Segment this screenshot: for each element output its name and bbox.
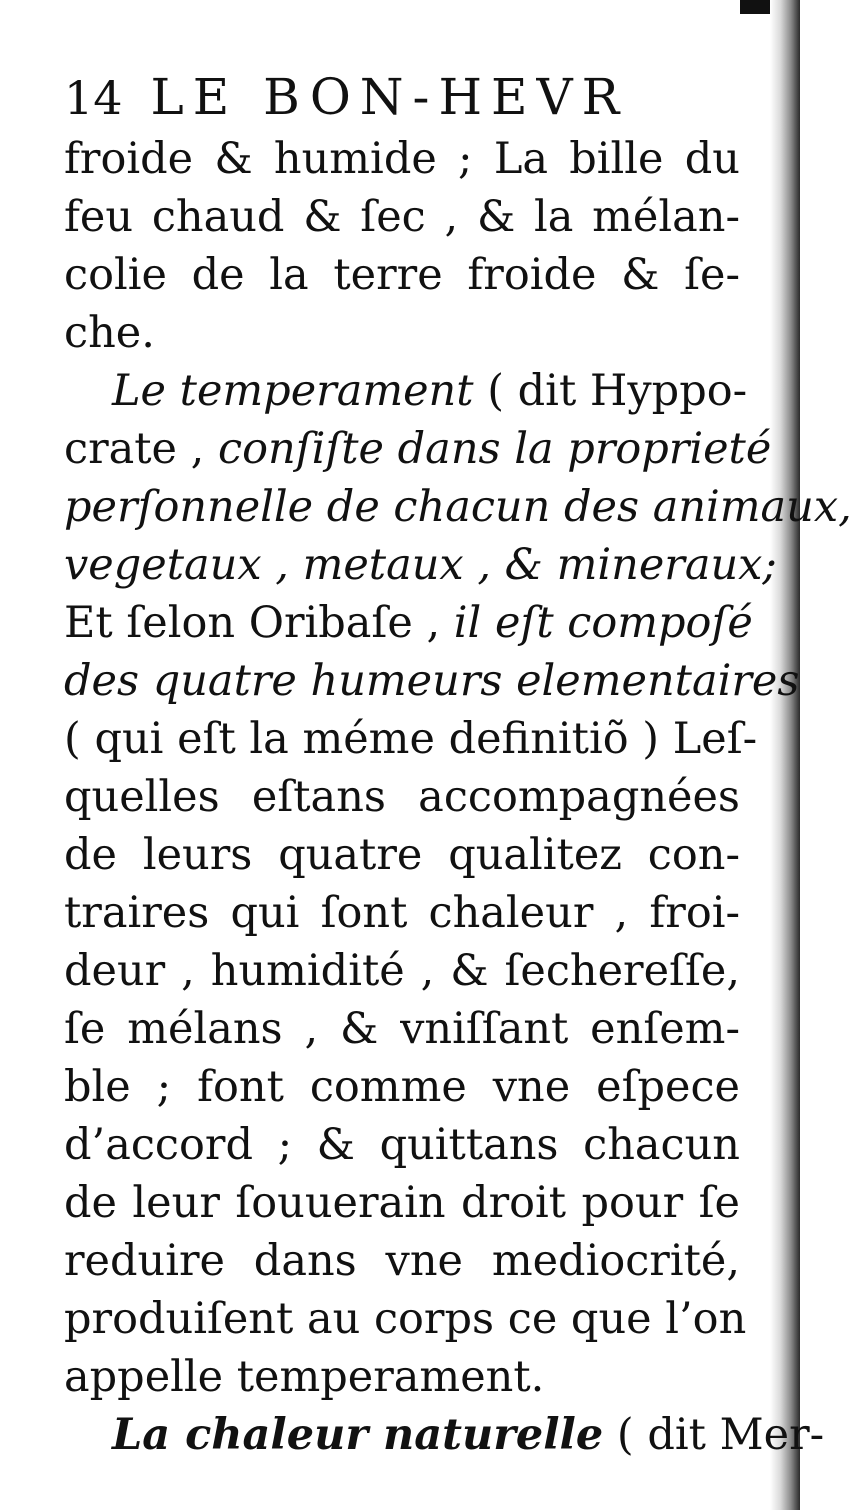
- text-segment: ble ; font comme vne eſpece: [64, 1062, 740, 1112]
- text-line: [64, 1290, 747, 1348]
- text-line: [64, 1174, 740, 1232]
- text-segment: ( qui eſt la méme definitiõ ) Leſ-: [64, 714, 758, 764]
- text-line: [64, 594, 753, 652]
- text-segment: crate ,: [64, 424, 219, 474]
- running-title: LE BON-HEVR: [150, 68, 629, 126]
- text-line: [64, 304, 740, 362]
- text-line: [64, 710, 758, 768]
- text-segment: froide & humide ; La bille du: [64, 134, 740, 184]
- text-line: [64, 246, 740, 304]
- text-segment: traires qui ſont chaleur , froi-: [64, 888, 740, 938]
- text-line: [64, 1116, 740, 1174]
- text-line: [64, 884, 740, 942]
- running-header: [64, 64, 740, 130]
- text-line: [64, 536, 777, 594]
- text-line: [64, 1406, 825, 1464]
- text-segment: conſiſte dans la proprieté: [218, 424, 772, 474]
- text-segment: ( dit Hyppo-: [473, 366, 748, 416]
- text-segment: appelle temperament.: [64, 1352, 545, 1402]
- text-segment: colie de la terre froide & ſe-: [64, 250, 740, 300]
- text-line: [64, 1232, 740, 1290]
- text-segment: d’accord ; & quittans chacun: [64, 1120, 740, 1170]
- text-line: [64, 768, 740, 826]
- book-gutter-shadow: [770, 0, 800, 1510]
- text-line: [64, 652, 800, 710]
- text-line: [64, 478, 852, 536]
- text-line: [64, 188, 740, 246]
- text-line: [64, 130, 740, 188]
- text-line: [64, 826, 740, 884]
- text-segment: de leur ſouuerain droit pour ſe: [64, 1178, 740, 1228]
- text-line: [64, 1000, 740, 1058]
- text-segment: Le temperament: [112, 366, 474, 416]
- page-number: 14: [64, 71, 123, 125]
- text-segment: il eſt compoſé: [453, 598, 753, 648]
- text-segment: Et ſelon Oribaſe ,: [64, 598, 454, 648]
- text-segment: ( dit Mer-: [603, 1410, 825, 1460]
- page-text-block: [64, 64, 852, 1464]
- text-line: [64, 1058, 740, 1116]
- text-line: [64, 1348, 740, 1406]
- body-text: [64, 130, 852, 1464]
- text-segment: La chaleur naturelle: [112, 1410, 604, 1460]
- text-segment: quelles eſtans accompagnées: [64, 772, 740, 822]
- text-segment: reduire dans vne mediocrité,: [64, 1236, 740, 1286]
- text-segment: des quatre humeurs elementaires: [64, 656, 800, 706]
- text-segment: vegetaux , metaux , & mineraux;: [64, 540, 777, 590]
- text-segment: produiſent au corps ce que l’on: [64, 1294, 747, 1344]
- text-segment: ſe mélans , & vniſſant enſem-: [64, 1004, 740, 1054]
- text-segment: perſonnelle de chacun des animaux,: [64, 482, 852, 532]
- text-segment: che.: [64, 308, 155, 358]
- text-line: [64, 420, 772, 478]
- text-line: [64, 362, 748, 420]
- text-line: [64, 942, 740, 1000]
- text-segment: feu chaud & ſec , & la mélan-: [64, 192, 740, 242]
- text-segment: de leurs quatre qualitez con-: [64, 830, 740, 880]
- text-segment: deur , humidité , & ſechereſſe,: [64, 946, 740, 996]
